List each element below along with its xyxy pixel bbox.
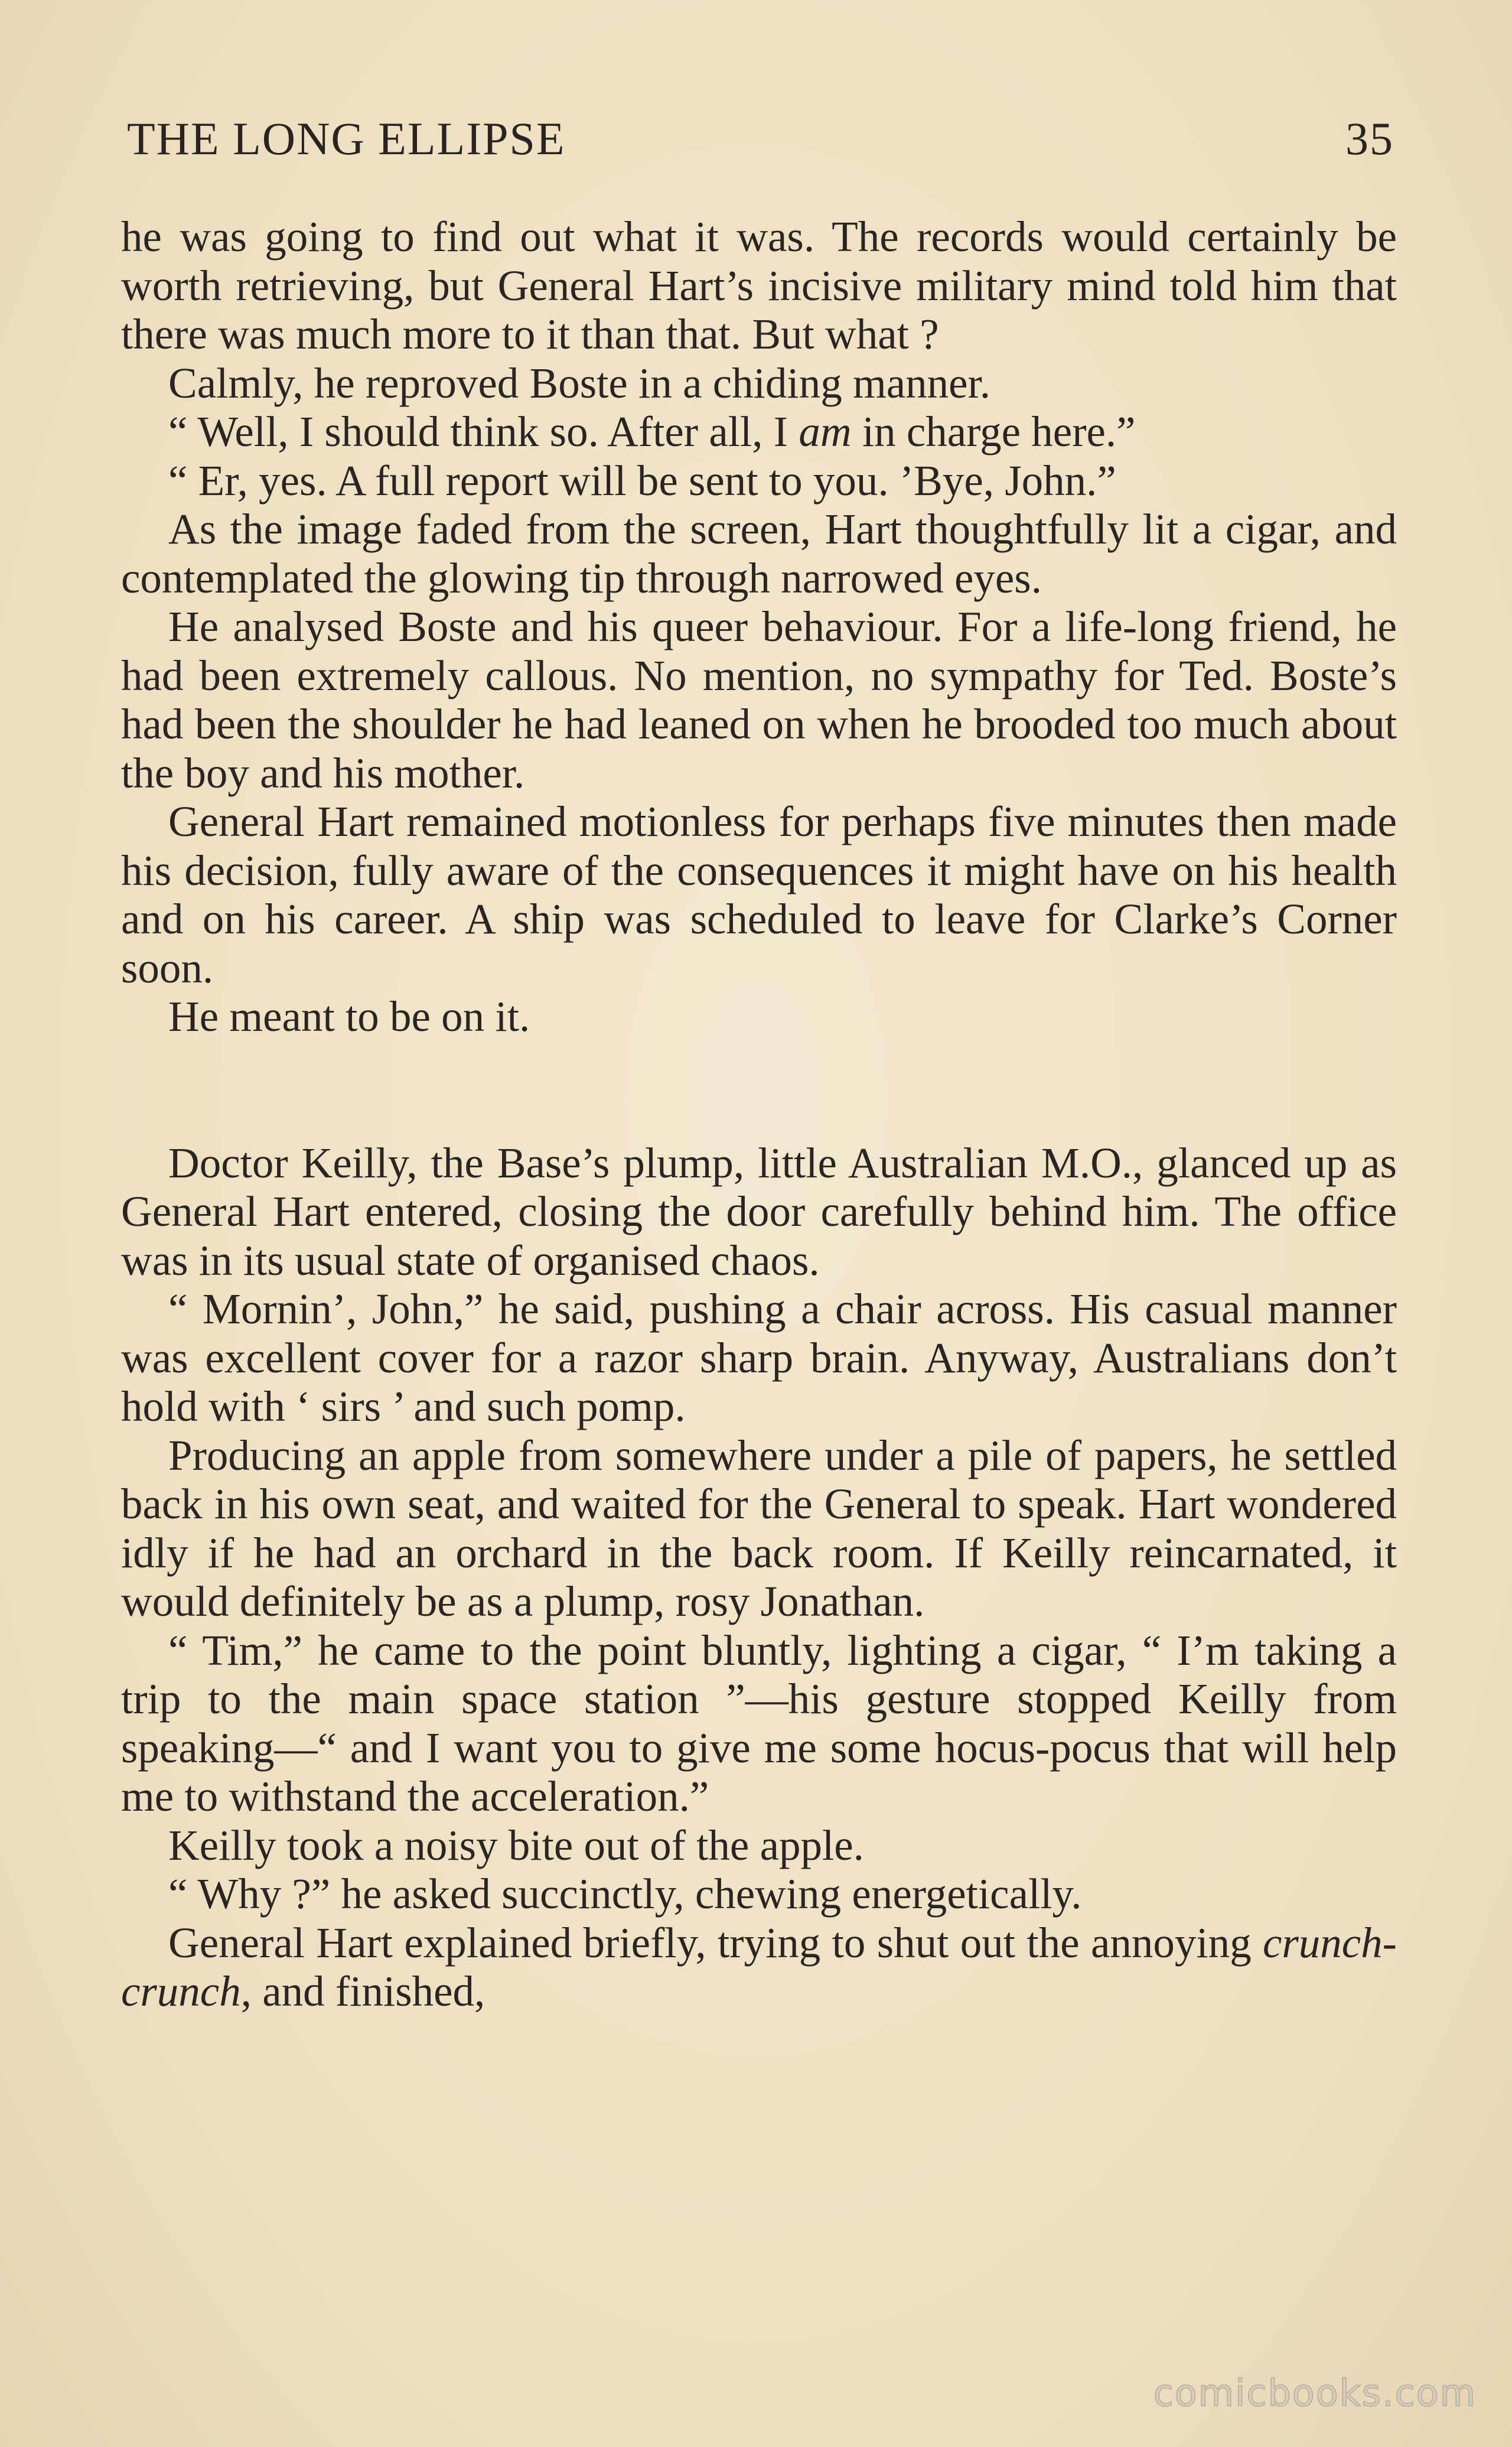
watermark: comicbooks.com (1153, 2371, 1477, 2415)
italic-emphasis: crunch-crunch (121, 1918, 1397, 2015)
page-number: 35 (1345, 113, 1394, 164)
section-break (121, 1042, 1397, 1139)
paragraph: he was going to find out what it was. The records would certainly be worth retrieving, but General Hart’s incisive military mind told him that there was much more to it than that. But what ? (121, 213, 1397, 358)
paragraph: Doctor Keilly, the Base’s plump, little Australian M.O., glanced up as General Hart entered, closing the door carefully behind him. The office was in its usual state of organised chaos. (121, 1138, 1397, 1284)
paragraph: “ Er, yes. A full report will be sent to you. ’Bye, John.” (168, 456, 1116, 505)
paragraph-text: “ Well, I should think so. After all, I (168, 408, 799, 455)
running-header (127, 112, 1394, 171)
running-title: THE LONG ELLIPSE (127, 113, 566, 164)
paragraph (121, 408, 1397, 457)
paragraph: He analysed Boste and his queer behaviour. For a life-long friend, he had been extremely callous. No mention, no sympathy for Ted. Boste’s had been the shoulder he had leaned on when he brooded too much about the boy and his mother. (121, 603, 1397, 797)
paragraph: He meant to be on it. (168, 993, 530, 1040)
paragraph-text: , and finished, (240, 1967, 485, 2015)
paragraph: “ Mornin’, John,” he said, pushing a chair across. His casual manner was excellent cover for a razor sharp brain. Anyway, Australians don’t hold with ‘ sirs ’ and such pomp. (121, 1285, 1397, 1430)
body-text (121, 213, 1397, 2016)
paragraph: General Hart remained motionless for perhaps five minutes then made his decision, fully aware of the consequences it might have on his health and on his career. A ship was scheduled to leave for Clarke’s Corner soon. (121, 798, 1397, 992)
paragraph-text: General Hart explained briefly, trying to shut out the annoying (168, 1918, 1263, 1967)
paragraph: Keilly took a noisy bite out of the apple. (168, 1821, 864, 1869)
section-after-break (121, 1139, 1397, 2016)
paragraph: As the image faded from the screen, Hart thoughtfully lit a cigar, and contemplated the glowing tip through narrowed eyes. (121, 505, 1397, 602)
italic-emphasis: am (799, 408, 852, 455)
paragraph-text: in charge here.” (851, 408, 1136, 455)
section-before-break (121, 213, 1397, 1042)
paragraph: Producing an apple from somewhere under a pile of papers, he settled back in his own seat, and waited for the General to speak. Hart wondered idly if he had an orchard in the back room. If Keilly reincarnated, it would definitely be as a plump, rosy Jonathan. (121, 1431, 1397, 1625)
paragraph: “ Why ?” he asked succinctly, chewing energetically. (168, 1870, 1082, 1918)
paragraph: “ Tim,” he came to the point bluntly, lighting a cigar, “ I’m taking a trip to the main space station ”—his gesture stopped Keilly from speaking—“ and I want you to give me some hocus-pocus that will help me to withstand the acceleration.” (121, 1626, 1397, 1820)
paragraph (121, 1919, 1397, 2016)
paragraph: Calmly, he reproved Boste in a chiding manner. (168, 359, 991, 407)
